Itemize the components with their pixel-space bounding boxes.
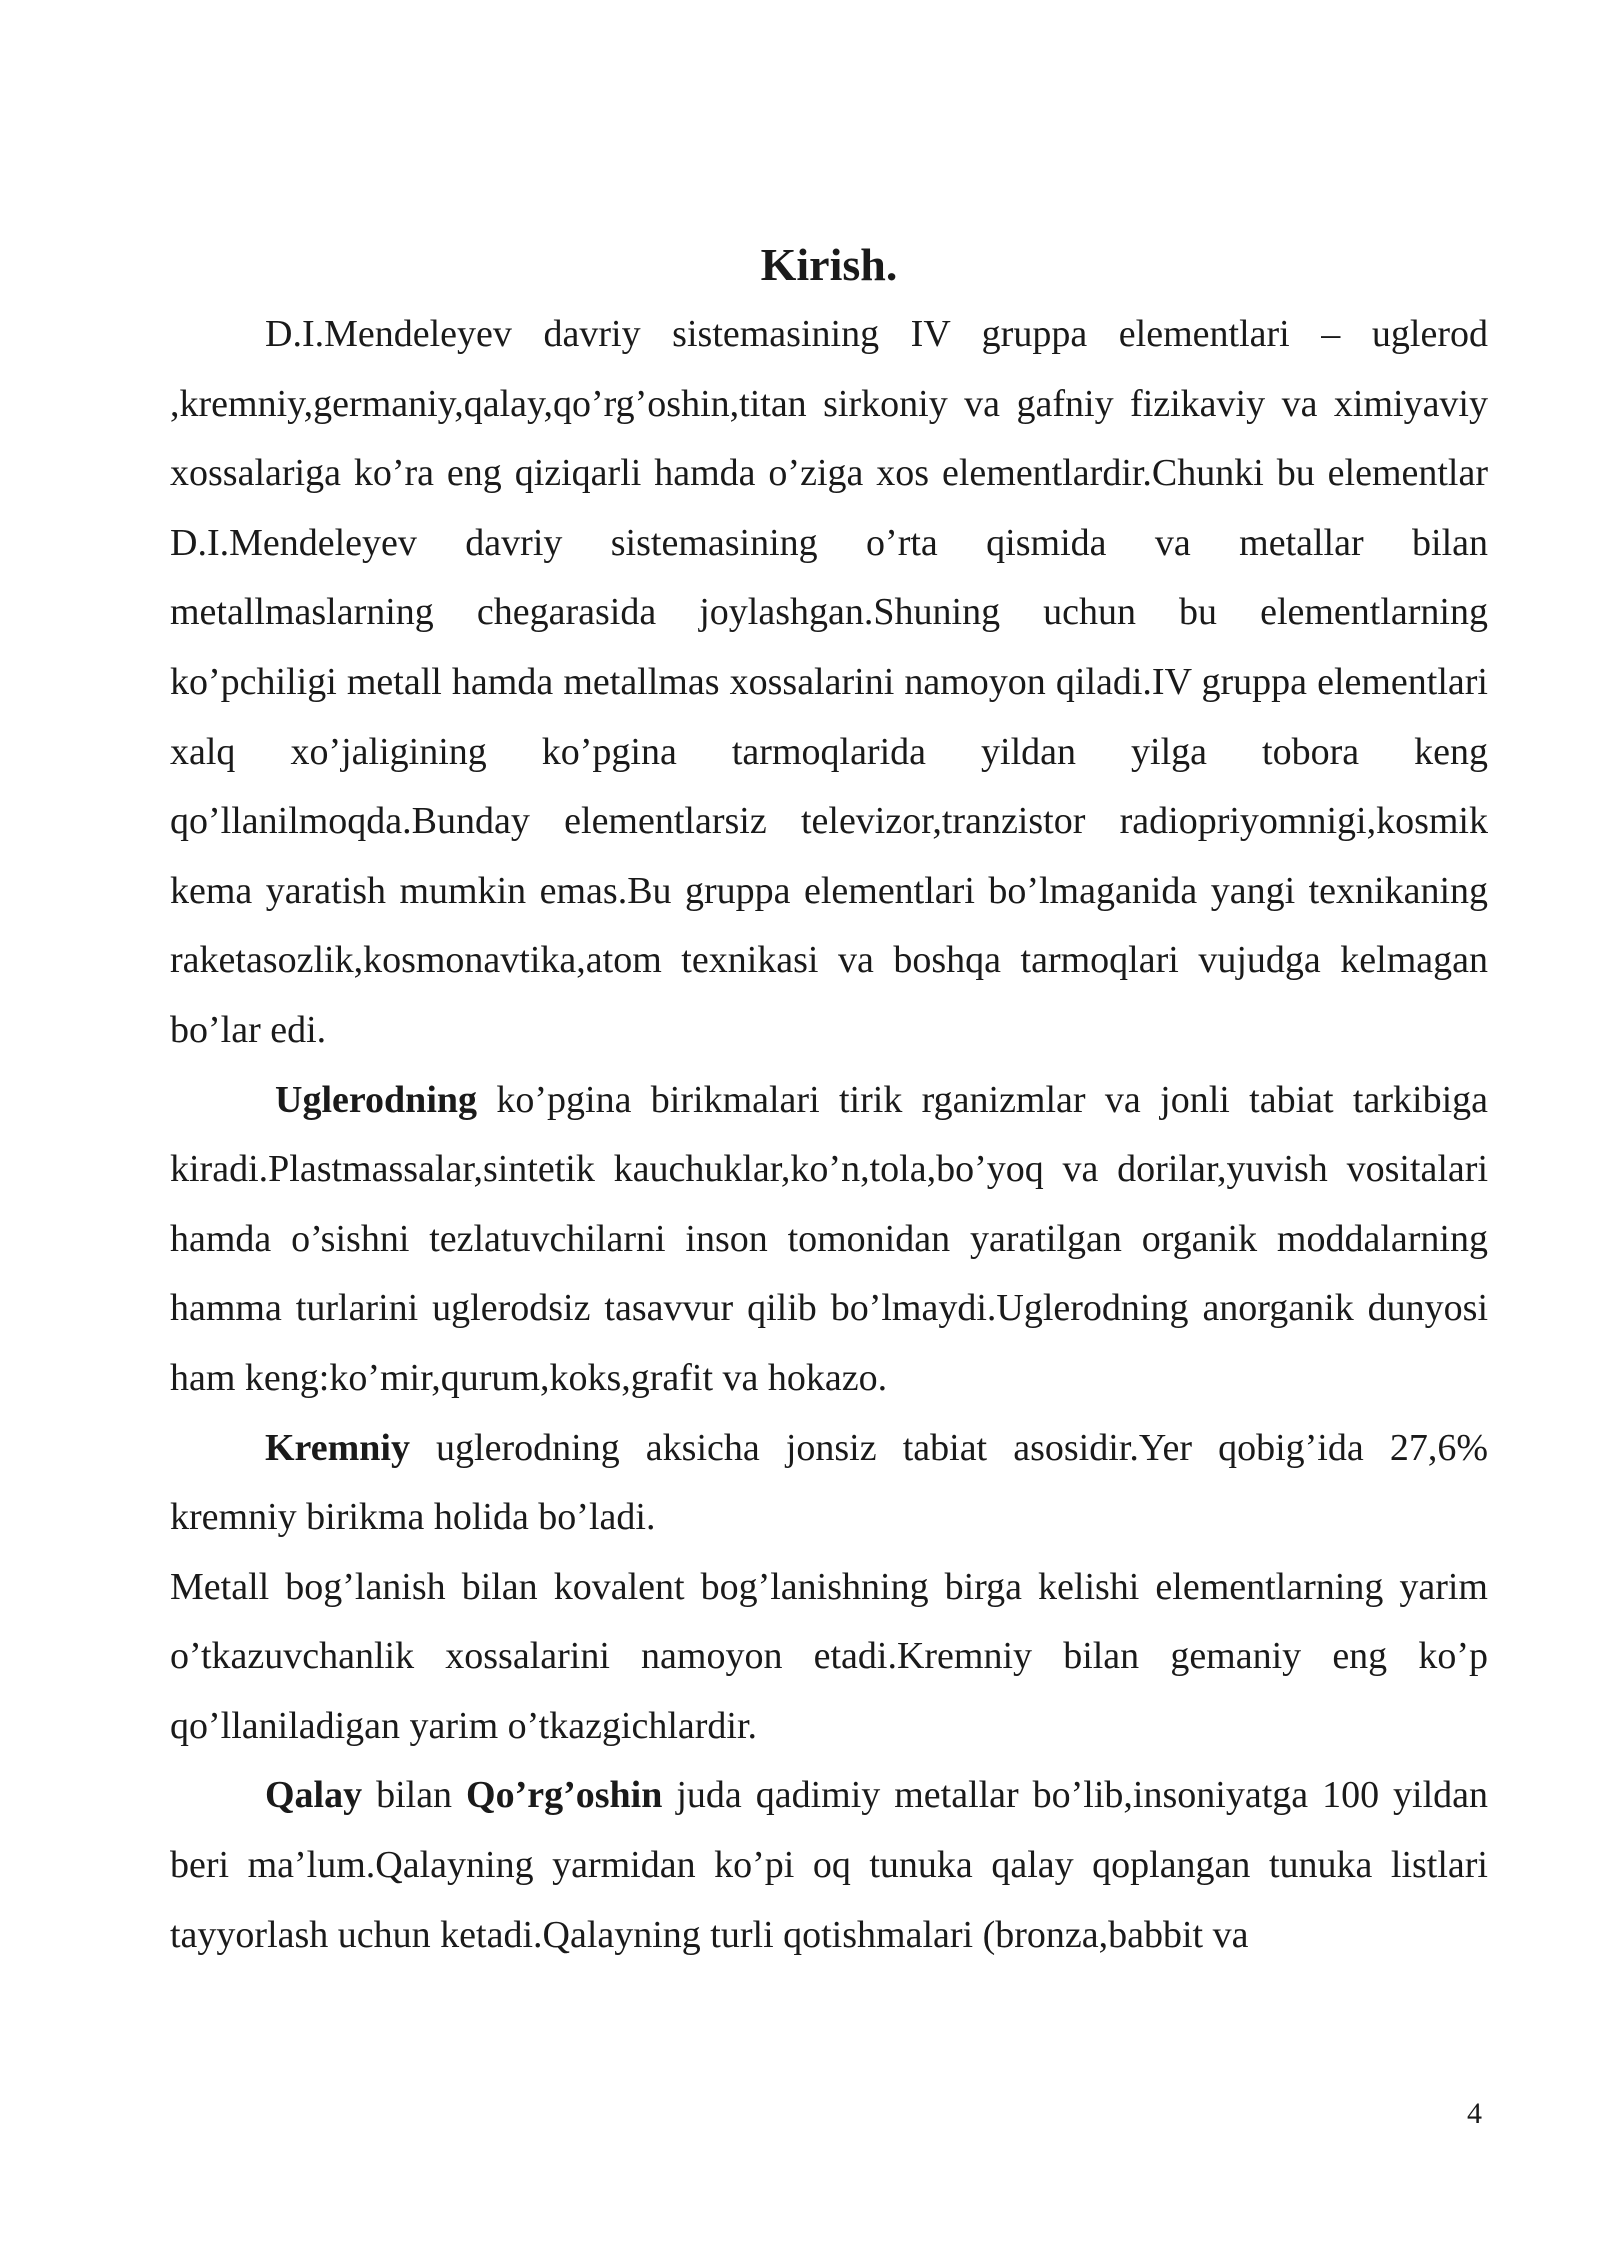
page-number: 4 [1467,2097,1482,2130]
term-tin: Qalay [265,1774,363,1817]
paragraph-silicon-text: uglerodning aksicha jonsiz tabiat asosidir.Yer qobig’ida 27,6% kremniy birikma holida bo’ladi. [170,1426,1488,1539]
paragraph-silicon [170,1414,1488,1553]
term-lead: Qo’rg’oshin [466,1774,663,1817]
connector-text: bilan [362,1774,467,1817]
paragraph-intro: D.I.Mendeleyev davriy sistemasining IV gruppa elementlari – uglerod ,kremniy,germaniy,qalay,qo’rg’oshin,titan sirkoniy va gafniy fizikaviy va ximiyaviy xossalariga ko’ra eng qiziqarli hamda o’ziga xos elementlardir.Chunki bu elementlar D.I.Mendeleyev davriy sistemasining o’rta qismida va metallar bilan metallmaslarning chegarasida joylashgan.Shuning uchun bu elementlarning ko’pchiligi metall hamda metallmas xossalarini namoyon qiladi.IV gruppa elementlari xalq xo’jaligining ko’pgina tarmoqlarida yildan yilga tobora keng qo’llanilmoqda.Bunday elementlarsiz televizor,tranzistor radiopriyomnigi,kosmik kema yaratish mumkin emas.Bu gruppa elementlari bo’lmaganida yangi texnikaning raketasozlik,kosmonavtika,atom texnikasi va boshqa tarmoqlari vujudga kelmagan bo’lar edi. [170,313,1488,1051]
paragraph-carbon-text: ko’pgina birikmalari tirik rganizmlar va jonli tabiat tarkibiga kiradi.Plastmassalar,sintetik kauchuklar,ko’n,tola,bo’yoq va dorilar,yuvish vositalari hamda o’sishni tezlatuvchilarni inson tomonidan yaratilgan organik moddalarning hamma turlarini uglerodsiz tasavvur qilib bo’lmaydi.Uglerodning anorganik dunyosi ham keng:ko’mir,qurum,koks,grafit va hokazo. [170,1078,1488,1399]
document-page [170,230,1488,1970]
paragraph-tin-lead-text: juda qadimiy metallar bo’lib,insoniyatga 100 yildan beri ma’lum.Qalayning yarmidan ko’pi oq tunuka qalay qoplangan tunuka listlari tayyorlash uchun ketadi.Qalayning turli qotishmalari (bronza,babbit va [170,1774,1489,1956]
term-carbon: Uglerodning [275,1078,478,1121]
term-silicon: Kremniy [265,1426,410,1469]
paragraph-carbon [170,1066,1488,1414]
page-title: Kirish. [760,239,898,290]
paragraph-tin-lead [170,1761,1488,1970]
paragraph-bonding: Metall bog’lanish bilan kovalent bog’lanishning birga kelishi elementlarning yarim o’tkazuvchanlik xossalarini namoyon etadi.Kremniy bilan gemaniy eng ko’p qo’llaniladigan yarim o’tkazgichlardir. [170,1565,1488,1747]
